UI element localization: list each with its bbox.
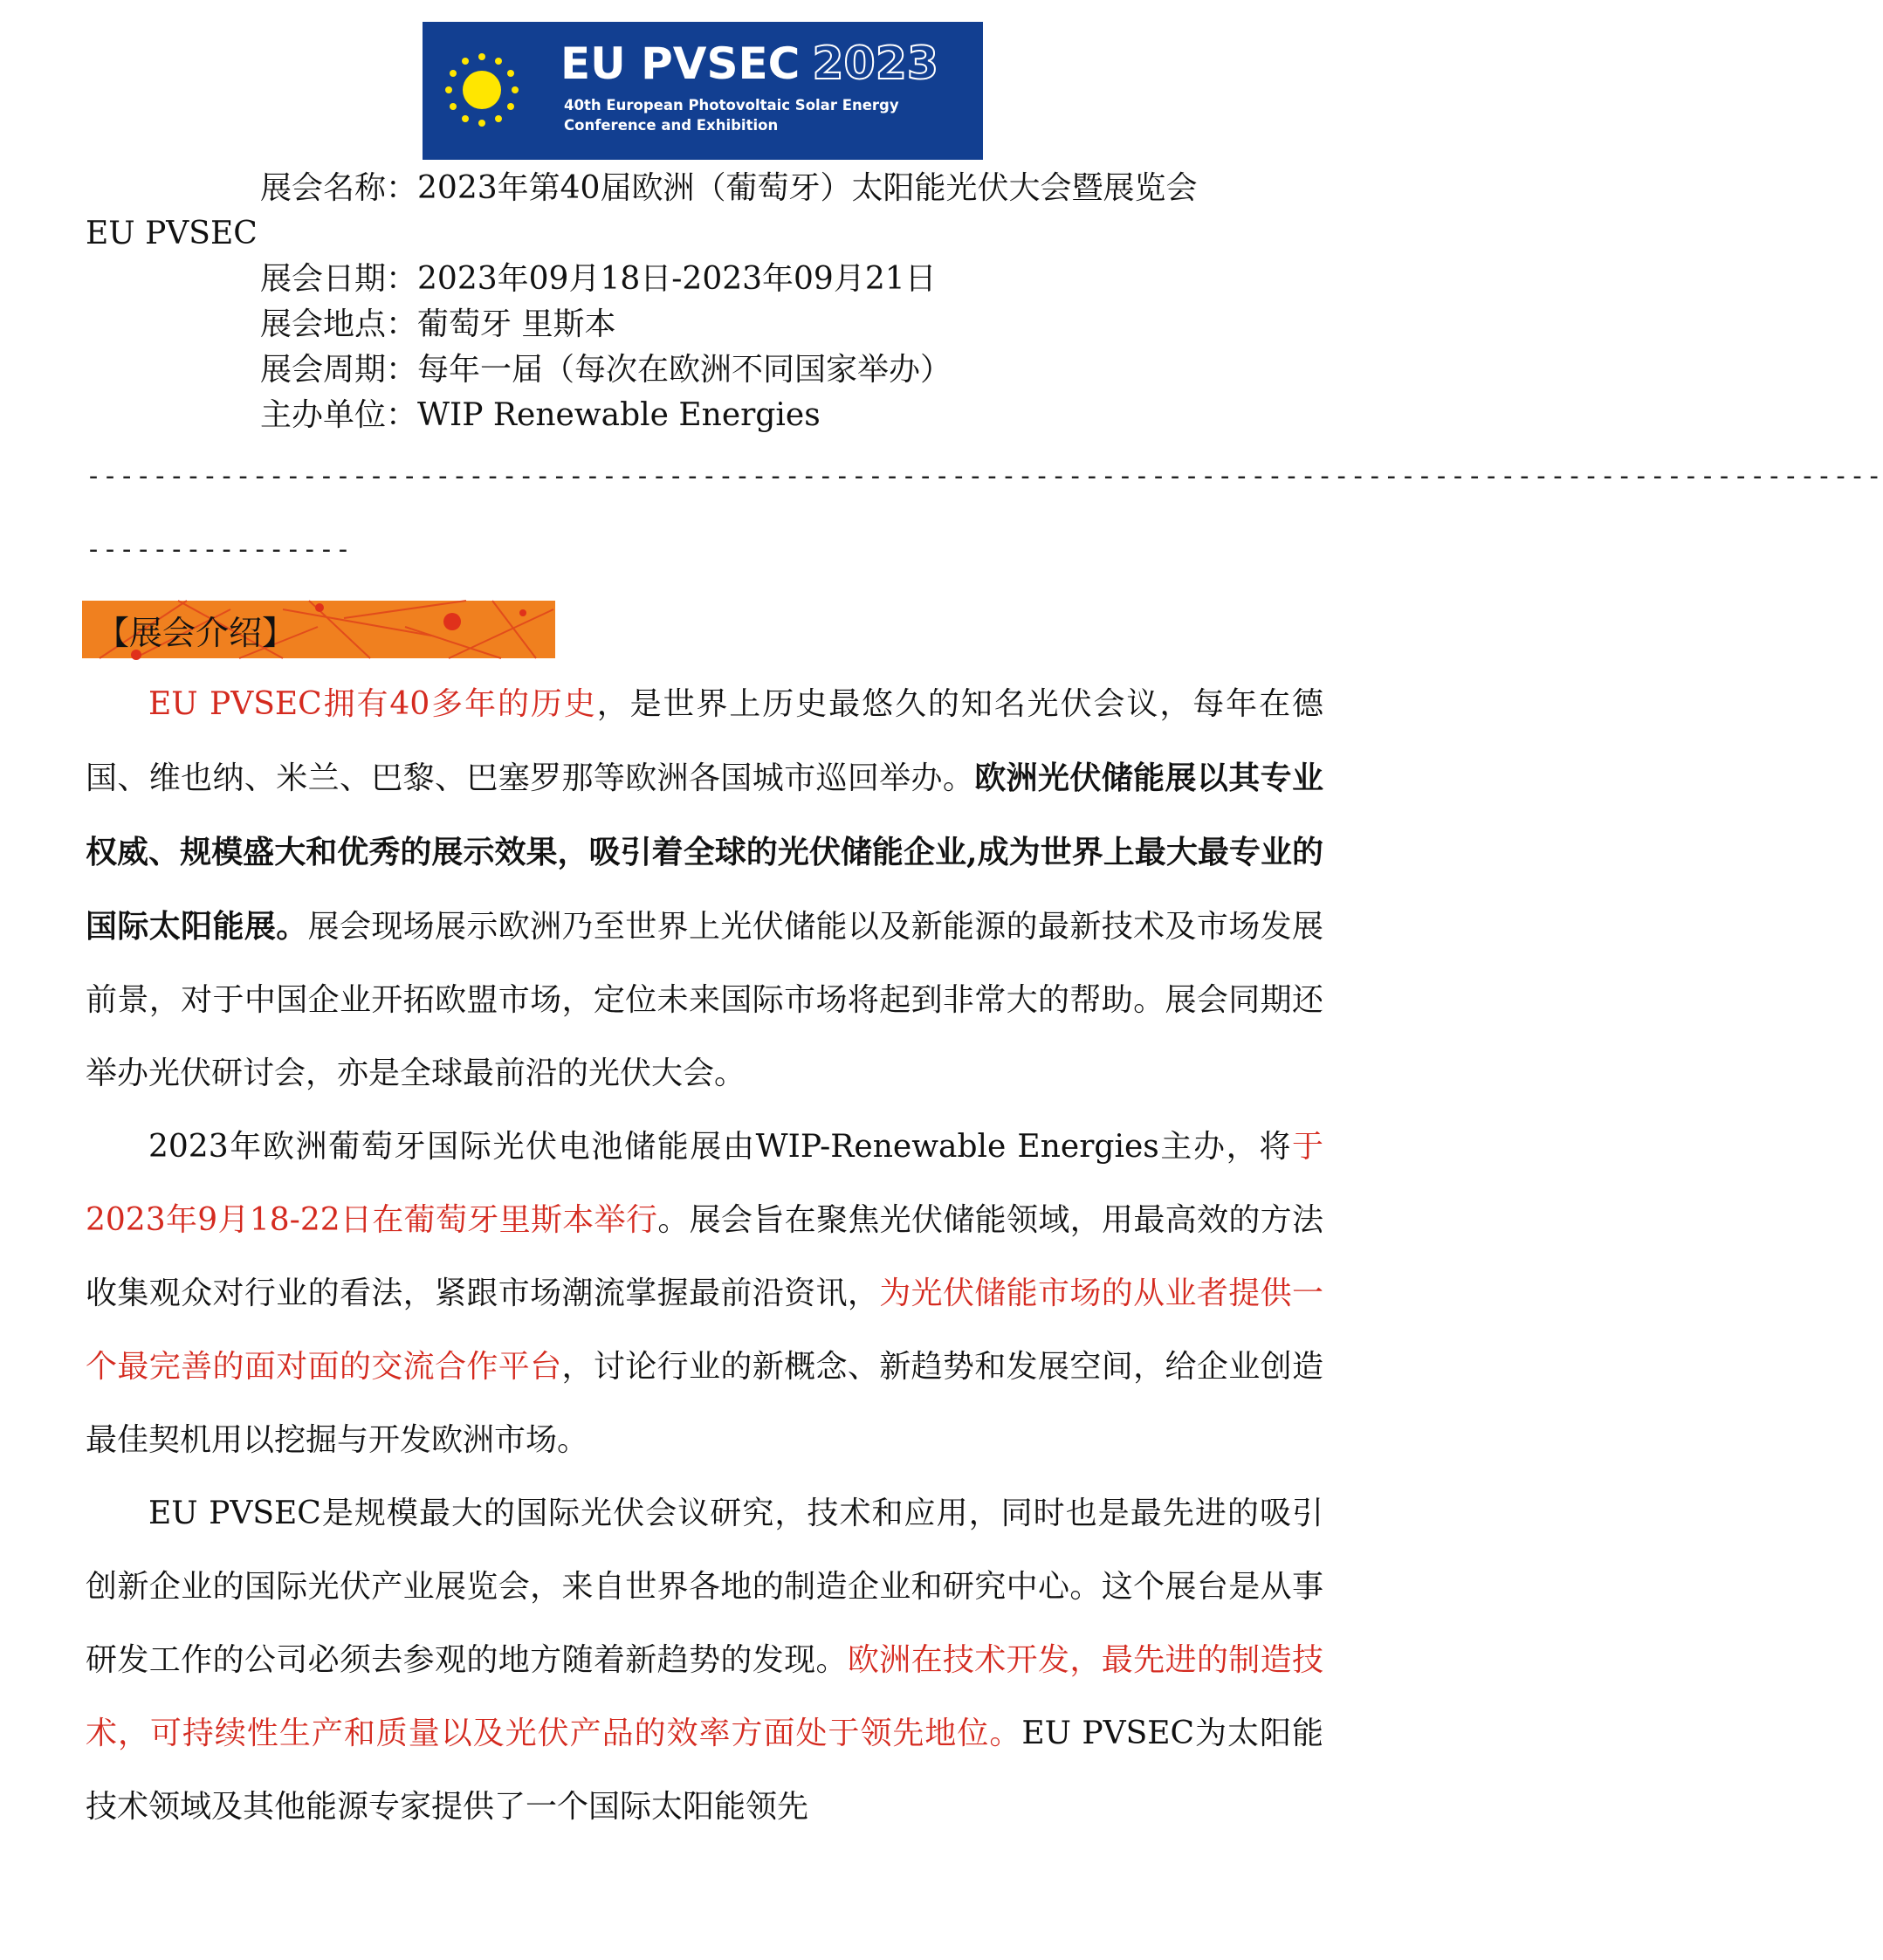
- info-date-row: [86, 257, 1325, 302]
- p3-text-1: EU PVSEC是规模最大的国际光伏会议研究，技术和应用，同时也是最先进的吸引创新企业的国际光伏产业展览会，来自世界各地的制造企业和研究中心。这个展台是从事研发工作的公司必须去参观的地方随着新趋势的发现。: [86, 1496, 1323, 1678]
- divider-line-1: ------------------------------------------------------------------------------------------------------------: [86, 461, 1883, 492]
- p2-highlight-red-1: 于2023年9月18-22日在葡萄牙里斯本举行: [86, 1129, 1323, 1238]
- section-title: 【展会介绍】: [96, 614, 296, 652]
- info-org-row: [86, 393, 1325, 438]
- info-cycle-row: [86, 347, 1325, 393]
- p1-text-1: ，是世界上历史最悠久的知名光伏会议，每年在德国、维也纳、米兰、巴黎、巴塞罗那等欧洲各国城市巡回举办。: [86, 686, 1323, 796]
- logo-year: 2023: [812, 38, 939, 90]
- info-name-label: 展会名称：: [260, 170, 418, 206]
- p2-text-1: 2023年欧洲葡萄牙国际光伏电池储能展由WIP-Renewable Energies主办，将: [148, 1129, 1292, 1165]
- info-place-label: 展会地点：: [260, 306, 418, 342]
- p3-highlight-red: 欧洲在技术开发，最先进的制造技术，可持续性生产和质量以及光伏产品的效率方面处于领先地位。: [86, 1642, 1323, 1751]
- info-cycle-value: 每年一届（每次在欧洲不同国家举办）: [417, 352, 952, 388]
- section-banner: [82, 601, 555, 658]
- logo-title: [560, 38, 938, 90]
- sun-stars-icon: [438, 46, 526, 134]
- logo-subtitle-1: 40th European Photovoltaic Solar Energy: [564, 97, 899, 113]
- p3-text-2: EU PVSEC为太阳能技术领域及其他能源专家提供了一个国际太阳能领先: [86, 1716, 1323, 1825]
- p2-text-2: 。展会旨在聚焦光伏储能领域，用最高效的方法收集观众对行业的看法，紧跟市场潮流掌握最前沿资讯，: [86, 1202, 1323, 1311]
- paragraph-3: [86, 1477, 1323, 1844]
- logo-name: EU PVSEC: [560, 38, 801, 89]
- info-name-value: 2023年第40届欧洲（葡萄牙）太阳能光伏大会暨展览会: [417, 170, 1198, 206]
- info-org-value: WIP Renewable Energies: [417, 397, 821, 433]
- logo-subtitle-2: Conference and Exhibition: [564, 117, 779, 134]
- exhibition-info: [86, 166, 1325, 438]
- p1-highlight-red: EU PVSEC拥有40多年的历史: [148, 686, 597, 722]
- info-cycle-label: 展会周期：: [260, 352, 418, 388]
- info-place-row: [86, 302, 1325, 347]
- info-date-value: 2023年09月18日-2023年09月21日: [417, 261, 937, 297]
- info-name-row: [86, 166, 1325, 211]
- info-date-label: 展会日期：: [260, 261, 418, 297]
- info-place-value: 葡萄牙 里斯本: [417, 306, 616, 342]
- p2-text-3: ，讨论行业的新概念、新趋势和发展空间，给企业创造最佳契机用以挖掘与开发欧洲市场。: [86, 1349, 1323, 1458]
- p2-highlight-red-2: 为光伏储能市场的从业者提供一个最完善的面对面的交流合作平台: [86, 1276, 1323, 1385]
- info-name-cont: EU PVSEC: [86, 216, 258, 251]
- intro-body: [86, 668, 1323, 1844]
- paragraph-2: [86, 1111, 1323, 1477]
- eu-pvsec-logo: [423, 22, 983, 160]
- p1-highlight-bold: 欧洲光伏储能展以其专业权威、规模盛大和优秀的展示效果，吸引着全球的光伏储能企业,成为世界上最大最专业的国际太阳能展。: [86, 760, 1323, 945]
- p1-text-2: 展会现场展示欧洲乃至世界上光伏储能以及新能源的最新技术及市场发展前景，对于中国企业开拓欧盟市场，定位未来国际市场将起到非常大的帮助。展会同期还举办光伏研讨会，亦是全球最前沿的光伏大会。: [86, 909, 1323, 1091]
- info-org-label: 主办单位：: [260, 397, 418, 433]
- divider-line-2: ----------------: [86, 534, 352, 565]
- paragraph-1: [86, 668, 1323, 1111]
